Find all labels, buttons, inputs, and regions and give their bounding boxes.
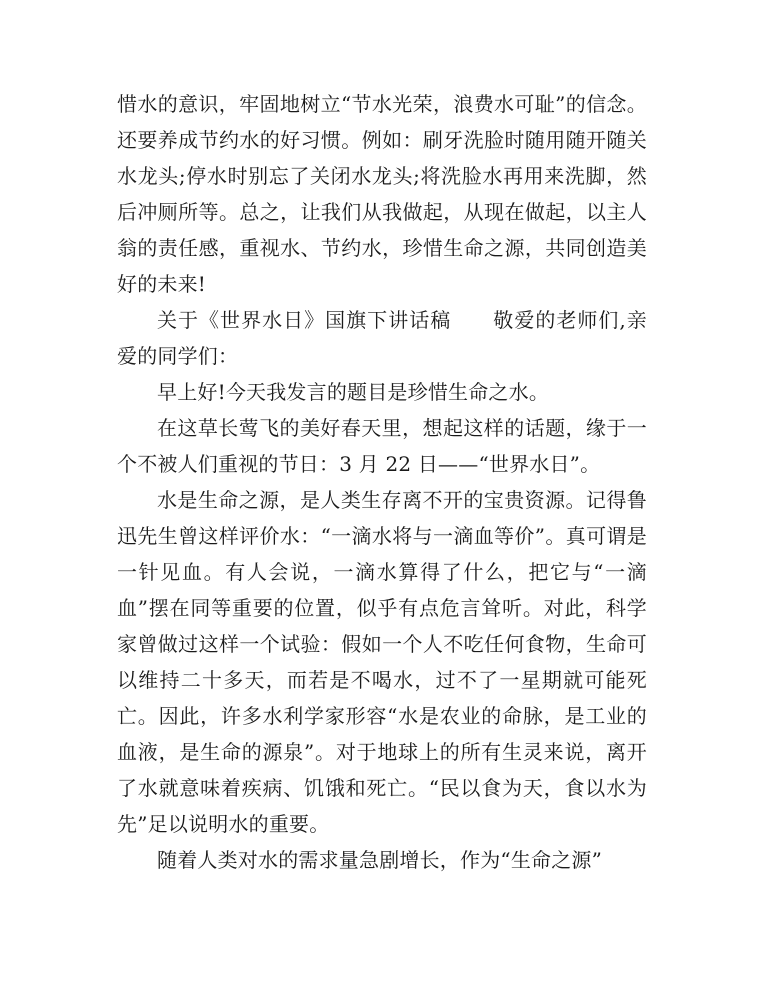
paragraph-growing-demand: 随着人类对水的需求量急剧增长，作为“生命之源”: [157, 848, 603, 872]
paragraph-good-morning: 早上好!今天我发言的题目是珍惜生命之水。: [157, 380, 550, 404]
paragraph-water-is-life: 水是生命之源，是人类生存离不开的宝贵资源。记得鲁迅先生曾这样评价水：“一滴水将与一滴血等价”。真可谓是一针见血。有人会说，一滴水算得了什么，把它与“一滴血”摆在同等重要的位置，似乎有点危言耸听。对此，科学家曾做过这样一个试验：假如一个人不吃任何食物，生命可以维持二十多天，而若是不喝水，过不了一星期就可能死亡。因此，许多水利学家形容“水是农业的命脉，是工业的血液，是生命的源泉”。对于地球上的所有生灵来说，离开了水就意味着疾病、饥饿和死亡。“民以食为天，食以水为先”足以说明水的重要。: [117, 488, 647, 836]
document-body: [117, 86, 647, 878]
paragraph-speech-title-greeting: 关于《世界水日》国旗下讲话稿 敬爱的老师们,亲爱的同学们：: [117, 308, 647, 368]
paragraph-water-awareness: 惜水的意识，牢固地树立“节水光荣，浪费水可耻”的信念。还要养成节约水的好习惯。例如：刷牙洗脸时随用随开随关水龙头;停水时别忘了关闭水龙头;将洗脸水再用来洗脚，然后冲厕所等。总之，让我们从我做起，从现在做起，以主人翁的责任感，重视水、节约水，珍惜生命之源，共同创造美好的未来!: [117, 92, 647, 296]
paragraph-world-water-day: 在这草长莺飞的美好春天里，想起这样的话题，缘于一个不被人们重视的节日：3 月 22 日——“世界水日”。: [117, 416, 647, 476]
